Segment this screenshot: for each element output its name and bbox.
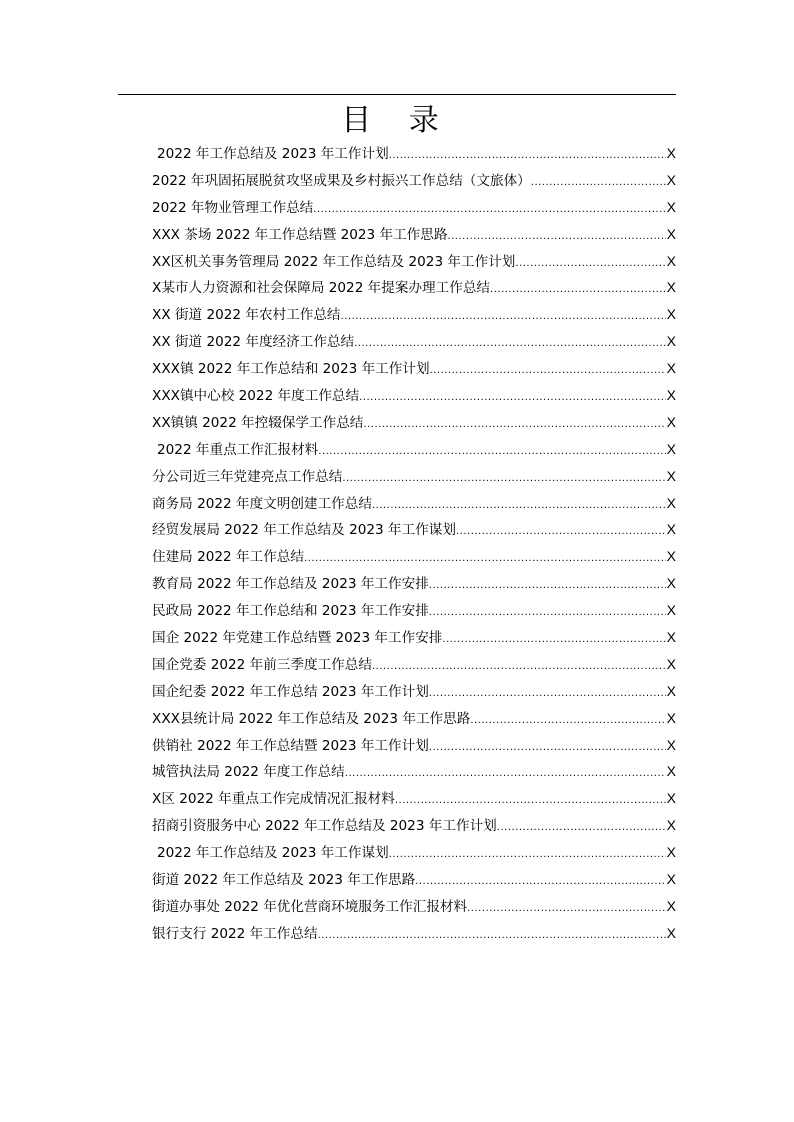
toc-entry[interactable] [152, 167, 676, 194]
dot-leader [318, 439, 665, 466]
toc-entry-title: 国企 2022 年党建工作总结暨 2023 年工作安排 [152, 630, 443, 647]
toc-entry-title: 国企党委 2022 年前三季度工作总结 [152, 656, 372, 673]
toc-entry-title: 招商引资服务中心 2022 年工作总结及 2023 年工作计划 [152, 818, 497, 835]
toc-entry-page-number: X [666, 790, 676, 807]
dot-leader [304, 546, 666, 573]
toc-entry-page-number: X [666, 602, 676, 619]
toc-entry[interactable] [152, 382, 676, 409]
toc-entry[interactable] [152, 732, 676, 759]
toc-entry-page-number: X [666, 897, 676, 914]
toc-entry[interactable] [152, 812, 676, 839]
toc-entry-title: XX 街道 2022 年度经济工作总结 [152, 334, 355, 351]
toc-entry-title: 教育局 2022 年工作总结及 2023 年工作安排 [152, 576, 429, 593]
toc-entry-page-number: X [666, 629, 676, 646]
toc-entry-title: 供销社 2022 年工作总结暨 2023 年工作计划 [152, 737, 429, 754]
toc-entry[interactable] [152, 248, 676, 275]
dot-leader [389, 842, 666, 869]
toc-entry-title: 2022 年巩固拓展脱贫攻坚成果及乡村振兴工作总结（文旅体） [152, 172, 531, 189]
toc-entry-title: XX镇镇 2022 年控辍保学工作总结 [152, 414, 364, 431]
dot-leader [515, 251, 665, 278]
toc-entry[interactable] [152, 651, 676, 678]
dot-leader [430, 358, 666, 385]
dot-leader [341, 304, 666, 331]
table-of-contents [152, 140, 676, 947]
toc-entry-title: 2022 年工作总结及 2023 年工作谋划 [157, 845, 389, 862]
toc-entry[interactable] [152, 490, 676, 517]
toc-entry-page-number: X [666, 736, 676, 753]
toc-entry[interactable] [152, 597, 676, 624]
dot-leader [363, 412, 665, 439]
toc-entry-title: 2022 年工作总结及 2023 年工作计划 [157, 146, 389, 162]
toc-entry[interactable] [152, 624, 676, 651]
toc-entry[interactable] [152, 678, 676, 705]
toc-entry[interactable] [152, 355, 676, 382]
toc-entry-page-number: X [666, 306, 676, 323]
toc-entry[interactable] [152, 516, 676, 543]
dot-leader [313, 197, 665, 224]
toc-entry-page-number: X [666, 548, 676, 565]
toc-entry-page-number: X [666, 924, 676, 941]
toc-entry-title: X区 2022 年重点工作完成情况汇报材料 [152, 791, 395, 808]
dot-leader [342, 466, 665, 493]
toc-entry[interactable] [152, 221, 676, 248]
toc-entry-page-number: X [666, 440, 676, 457]
toc-entry-title: 分公司近三年党建亮点工作总结 [152, 468, 343, 485]
dot-leader [497, 815, 666, 842]
dot-leader [372, 654, 666, 681]
toc-entry[interactable] [152, 758, 676, 785]
toc-entry-page-number: X [666, 871, 676, 888]
toc-entry-page-number: X [666, 252, 676, 269]
toc-entry-title: 民政局 2022 年工作总结和 2023 年工作安排 [152, 603, 429, 620]
toc-entry[interactable] [152, 140, 676, 167]
toc-entry-page-number: X [666, 655, 676, 672]
toc-entry[interactable] [152, 839, 676, 866]
dot-leader [447, 224, 665, 251]
toc-entry[interactable] [152, 705, 676, 732]
dot-leader [345, 761, 666, 788]
toc-entry-title: XX 街道 2022 年农村工作总结 [152, 307, 341, 324]
toc-entry-title: XXX镇中心校 2022 年度工作总结 [152, 388, 360, 405]
toc-entry-page-number: X [666, 413, 676, 430]
dot-leader [415, 869, 665, 896]
toc-entry-page-number: X [666, 387, 676, 404]
toc-entry-page-number: X [666, 817, 676, 834]
toc-entry[interactable] [152, 194, 676, 221]
toc-entry[interactable] [152, 785, 676, 812]
dot-leader [359, 385, 666, 412]
dot-leader [429, 735, 666, 762]
toc-entry-page-number: X [666, 494, 676, 511]
toc-entry[interactable] [152, 328, 676, 355]
toc-entry-page-number: X [666, 145, 676, 161]
dot-leader [429, 600, 666, 627]
dot-leader [354, 331, 666, 358]
toc-entry[interactable] [152, 274, 676, 301]
toc-entry-title: 2022 年物业管理工作总结 [152, 199, 314, 216]
toc-entry-title: X某市人力资源和社会保障局 2022 年提案办理工作总结 [152, 280, 491, 297]
dot-leader [456, 519, 666, 546]
dot-leader [429, 573, 666, 600]
toc-entry-page-number: X [666, 709, 676, 726]
toc-entry-page-number: X [666, 844, 676, 861]
toc-entry-page-number: X [666, 575, 676, 592]
toc-entry-title: XXX县统计局 2022 年工作总结及 2023 年工作思路 [152, 710, 471, 727]
toc-entry-page-number: X [666, 521, 676, 538]
toc-entry-page-number: X [666, 198, 676, 215]
toc-entry[interactable] [152, 543, 676, 570]
toc-entry-title: 街道办事处 2022 年优化营商环境服务工作汇报材料 [152, 898, 468, 915]
toc-entry-title: XXX 茶场 2022 年工作总结暨 2023 年工作思路 [152, 226, 448, 243]
toc-entry-title: 街道 2022 年工作总结及 2023 年工作思路 [152, 872, 416, 889]
toc-entry-page-number: X [666, 682, 676, 699]
dot-leader [470, 708, 665, 735]
toc-entry-page-number: X [666, 333, 676, 350]
toc-entry-page-number: X [666, 171, 676, 188]
toc-entry[interactable] [152, 920, 676, 947]
toc-entry[interactable] [152, 463, 676, 490]
toc-entry-title: XX区机关事务管理局 2022 年工作总结及 2023 年工作计划 [152, 253, 516, 270]
toc-entry-page-number: X [666, 763, 676, 780]
dot-leader [318, 923, 666, 950]
toc-entry-page-number: X [666, 360, 676, 377]
toc-entry-title: 经贸发展局 2022 年工作总结及 2023 年工作谋划 [152, 522, 456, 539]
dot-leader [395, 788, 666, 815]
toc-entry-page-number: X [666, 467, 676, 484]
dot-leader [442, 627, 665, 654]
toc-entry-page-number: X [666, 279, 676, 296]
toc-entry[interactable] [152, 866, 676, 893]
toc-entry-title: 城管执法局 2022 年度工作总结 [152, 764, 345, 781]
toc-entry-title: 2022 年重点工作汇报材料 [157, 441, 319, 458]
toc-entry-title: XXX镇 2022 年工作总结和 2023 年工作计划 [152, 361, 430, 378]
dot-leader [467, 896, 666, 923]
toc-entry[interactable] [152, 570, 676, 597]
toc-entry-title: 住建局 2022 年工作总结 [152, 549, 304, 566]
header-rule [118, 94, 676, 95]
toc-entry[interactable] [152, 436, 676, 463]
dot-leader [389, 143, 666, 170]
dot-leader [429, 681, 666, 708]
toc-entry-page-number: X [666, 225, 676, 242]
dot-leader [372, 493, 666, 520]
toc-entry-title: 银行支行 2022 年工作总结 [152, 925, 318, 942]
dot-leader [490, 277, 666, 304]
dot-leader [531, 170, 666, 197]
toc-entry[interactable] [152, 893, 676, 920]
toc-entry-title: 商务局 2022 年度文明创建工作总结 [152, 495, 372, 512]
toc-entry-title: 国企纪委 2022 年工作总结 2023 年工作计划 [152, 683, 429, 700]
toc-entry[interactable] [152, 301, 676, 328]
toc-entry[interactable] [152, 409, 676, 436]
page-title: 目 录 [341, 103, 453, 138]
